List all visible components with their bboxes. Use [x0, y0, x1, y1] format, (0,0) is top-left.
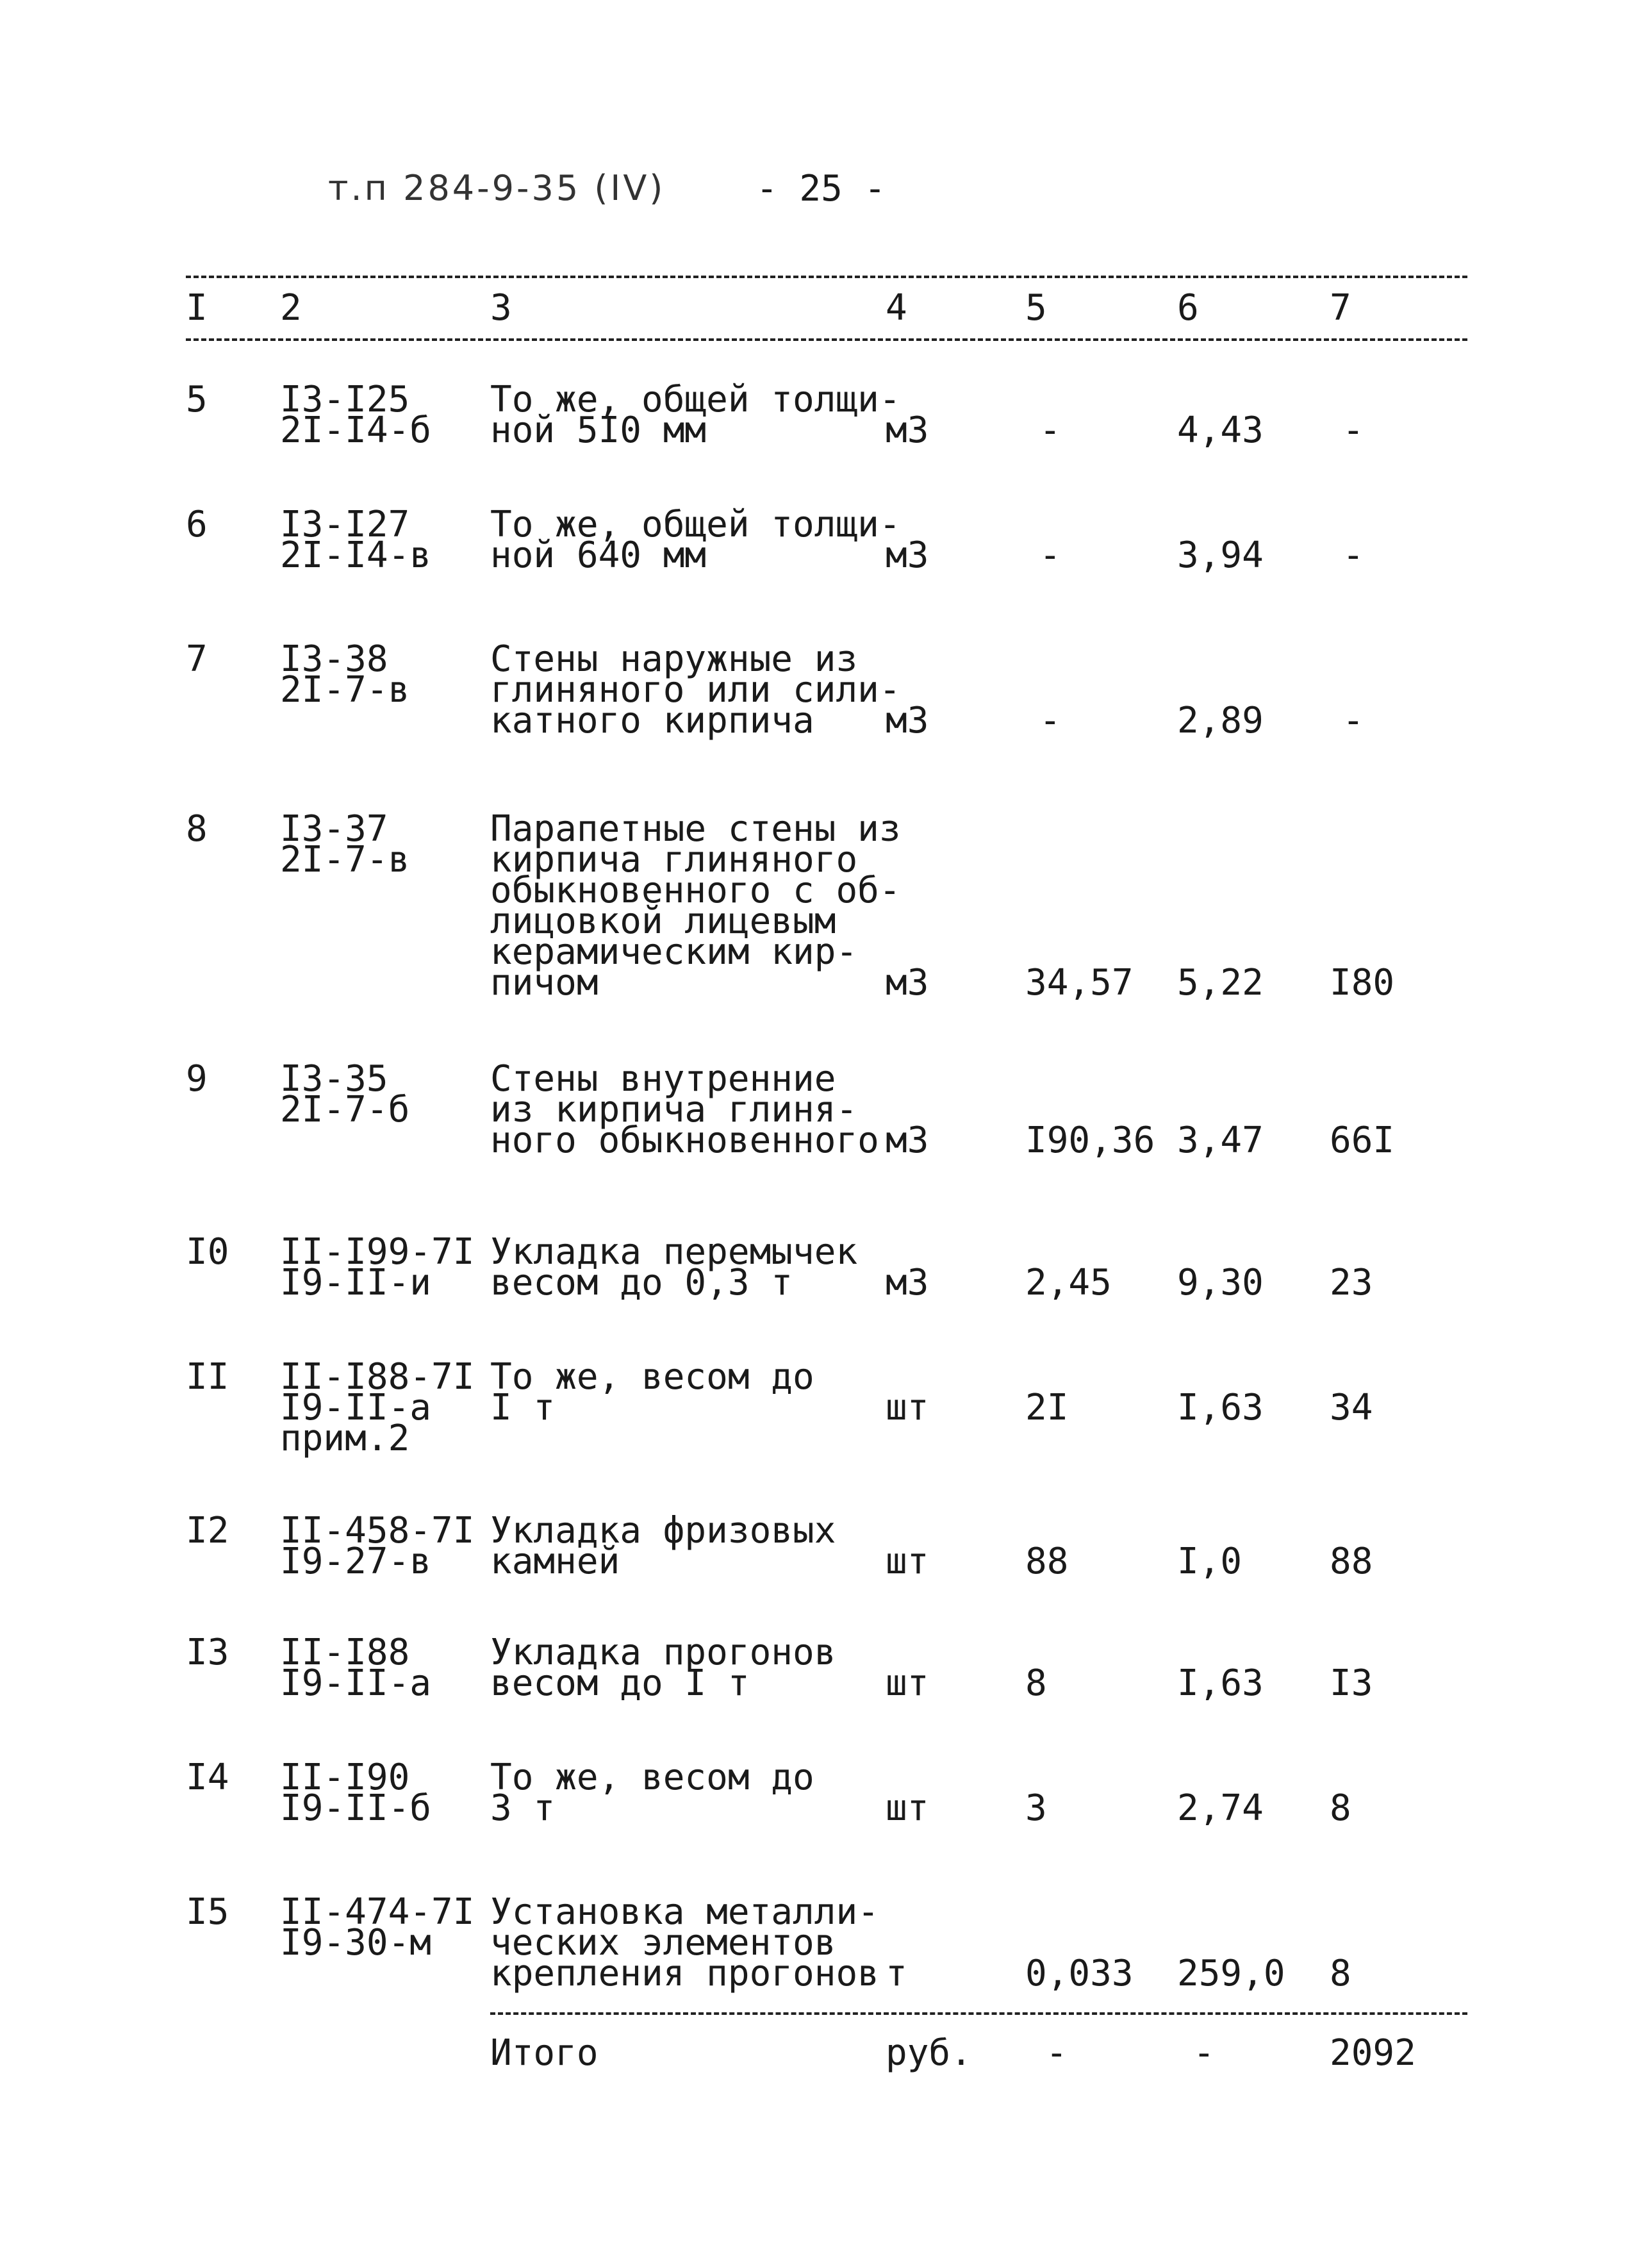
quantity: - [1039, 534, 1061, 576]
unit-price: 2,74 [1177, 1787, 1264, 1829]
work-description: То же, общей толщи- ной 640 мм [490, 504, 901, 576]
work-description: Укладка прогонов весом до I т [490, 1632, 836, 1704]
unit-price: 9,30 [1177, 1262, 1264, 1304]
quantity: 34,57 [1025, 962, 1134, 1004]
quantity: I90,36 [1025, 1120, 1155, 1161]
row-number: 5 [186, 379, 208, 420]
norm-code: II-I88-7I I9-II-а прим.2 [280, 1356, 475, 1459]
work-description: Укладка фризовых камней [490, 1510, 836, 1582]
total-cost: I3 [1330, 1662, 1373, 1704]
unit: шт [886, 1387, 929, 1428]
norm-code: II-I88 I9-II-а [280, 1632, 432, 1704]
work-description: Стены внутренние из кирпича глиня- ного обыкновенного [490, 1058, 879, 1161]
page-number: - 25 - [756, 168, 886, 210]
work-description: То же, весом до I т [490, 1356, 814, 1428]
total-cost: 8 [1330, 1953, 1351, 1994]
unit: м3 [886, 534, 929, 576]
summary-qty: - [1046, 2032, 1068, 2074]
unit-price: 5,22 [1177, 962, 1264, 1004]
quantity: - [1039, 700, 1061, 741]
work-description: Установка металли- ческих элементов крепления прогонов [490, 1891, 879, 1994]
unit: м3 [886, 410, 929, 451]
total-cost: - [1342, 700, 1364, 741]
quantity: - [1039, 410, 1061, 451]
norm-code: I3-I27 2I-I4-в [280, 504, 432, 576]
page-header [0, 168, 1634, 219]
total-cost: 34 [1330, 1387, 1373, 1428]
work-description: То же, общей толщи- ной 5I0 мм [490, 379, 901, 451]
column-header-5: 5 [1025, 287, 1047, 329]
total-cost: I80 [1330, 962, 1395, 1004]
unit: шт [886, 1541, 929, 1582]
unit: м3 [886, 962, 929, 1004]
unit: м3 [886, 1120, 929, 1161]
total-cost: 66I [1330, 1120, 1395, 1161]
work-description: Укладка перемычек весом до 0,3 т [490, 1231, 858, 1304]
column-header-1: I [186, 287, 208, 329]
total-cost: 23 [1330, 1262, 1373, 1304]
row-number: 6 [186, 504, 208, 545]
unit: м3 [886, 700, 929, 741]
norm-code: I3-37 2I-7-в [280, 808, 410, 881]
summary-price: - [1193, 2032, 1215, 2074]
unit-price: I,63 [1177, 1387, 1264, 1428]
unit-price: 4,43 [1177, 410, 1264, 451]
summary-rule [490, 2012, 1467, 2015]
quantity: 88 [1025, 1541, 1069, 1582]
work-description: Стены наружные из глиняного или сили- катного кирпича [490, 638, 901, 741]
norm-code: II-474-7I I9-30-м [280, 1891, 475, 1964]
unit: шт [886, 1787, 929, 1829]
unit-price: 3,94 [1177, 534, 1264, 576]
norm-code: I3-35 2I-7-б [280, 1058, 410, 1130]
total-cost: - [1342, 410, 1364, 451]
column-header-7: 7 [1330, 287, 1351, 329]
work-description: Парапетные стены из кирпича глиняного обыкновенного с об- лицовкой лицевым керамическим кир- пичом [490, 808, 901, 1004]
row-number: I5 [186, 1891, 229, 1933]
header-bottom-rule [186, 338, 1467, 341]
quantity: 2,45 [1025, 1262, 1112, 1304]
summary-unit: руб. [886, 2032, 972, 2074]
quantity: 0,033 [1025, 1953, 1134, 1994]
row-number: 7 [186, 638, 208, 680]
norm-code: II-I90 I9-II-б [280, 1757, 432, 1829]
row-number: 8 [186, 808, 208, 850]
quantity: 3 [1025, 1787, 1047, 1829]
column-header-2: 2 [280, 287, 302, 329]
norm-code: II-458-7I I9-27-в [280, 1510, 475, 1582]
work-description: То же, весом до 3 т [490, 1757, 814, 1829]
unit-price: 3,47 [1177, 1120, 1264, 1161]
summary-label: Итого [490, 2032, 598, 2074]
row-number: I2 [186, 1510, 229, 1552]
row-number: I0 [186, 1231, 229, 1273]
unit: шт [886, 1662, 929, 1704]
unit-price: I,63 [1177, 1662, 1264, 1704]
total-cost: 88 [1330, 1541, 1373, 1582]
table-top-rule [186, 276, 1467, 278]
row-number: I3 [186, 1632, 229, 1673]
norm-code: I3-I25 2I-I4-б [280, 379, 432, 451]
summary-total: 2092 [1330, 2032, 1416, 2074]
row-number: 9 [186, 1058, 208, 1100]
quantity: 2I [1025, 1387, 1069, 1428]
document-code: т.п 284-9-35 (IV) [328, 168, 666, 208]
unit-price: 2,89 [1177, 700, 1264, 741]
total-cost: - [1342, 534, 1364, 576]
column-header-3: 3 [490, 287, 512, 329]
unit: т [886, 1953, 907, 1994]
column-header-6: 6 [1177, 287, 1199, 329]
unit-price: 259,0 [1177, 1953, 1285, 1994]
quantity: 8 [1025, 1662, 1047, 1704]
unit-price: I,0 [1177, 1541, 1242, 1582]
row-number: I4 [186, 1757, 229, 1798]
column-header-4: 4 [886, 287, 907, 329]
total-cost: 8 [1330, 1787, 1351, 1829]
norm-code: I3-38 2I-7-в [280, 638, 410, 711]
unit: м3 [886, 1262, 929, 1304]
row-number: II [186, 1356, 229, 1398]
norm-code: II-I99-7I I9-II-и [280, 1231, 475, 1304]
